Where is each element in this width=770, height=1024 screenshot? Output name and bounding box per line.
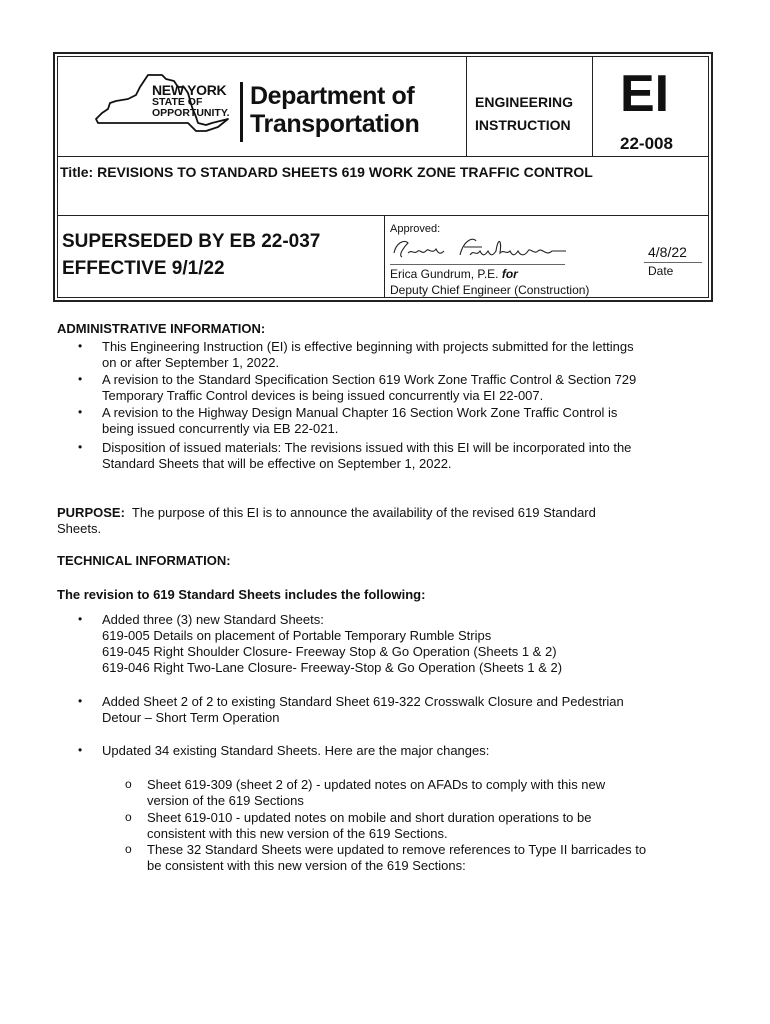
admin-item-line: on or after September 1, 2022. [102,355,280,370]
technical-sub-item [147,777,707,809]
ny-state-logo-text [152,83,230,119]
signer-title: Deputy Chief Engineer (Construction) [390,283,590,297]
admin-item [102,372,682,404]
bullet-icon: • [78,743,83,757]
document-title: Title: REVISIONS TO STANDARD SHEETS 619 WORK ZONE TRAFFIC CONTROL [60,164,593,180]
technical-item-line: Detour – Short Term Operation [102,710,280,725]
purpose-paragraph [57,505,697,537]
sub-bullet-icon: o [125,842,132,856]
technical-sub-item-line: These 32 Standard Sheets were updated to remove references to Type II barricades to [147,842,647,857]
signature-line [390,264,565,265]
header-divider [592,57,593,157]
admin-heading: ADMINISTRATIVE INFORMATION: [57,321,266,336]
document-code: EI [620,65,670,123]
technical-sub-item-line: Sheet 619-309 (sheet 2 of 2) - updated notes on AFADs to comply with this new [147,777,606,792]
admin-item-line: being issued concurrently via EB 22-021. [102,421,339,436]
header-divider [384,215,385,298]
signer-block [390,266,589,298]
purpose-text-line-1: The purpose of this EI is to announce the availability of the revised 619 Standard [131,505,596,520]
technical-item-line: Added Sheet 2 of 2 to existing Standard Sheet 619-322 Crosswalk Closure and Pedestrian [102,694,624,709]
document-number: 22-008 [620,134,673,153]
document-type [475,91,573,137]
technical-sub-item [147,842,707,874]
bullet-icon: • [78,339,83,353]
department-name-line-1: Department of [250,82,415,110]
admin-item-line: A revision to the Standard Specification Section 619 Work Zone Traffic Control & Section 729 [102,372,637,387]
document-type-line-2: INSTRUCTION [475,117,571,133]
admin-item-line: This Engineering Instruction (EI) is effective beginning with projects submitted for the lettings [102,339,634,354]
document-type-line-1: ENGINEERING [475,94,574,110]
admin-item-line: Standard Sheets that will be effective on September 1, 2022. [102,456,452,471]
bullet-icon: • [78,694,83,708]
technical-sub-item-line: consistent with this new version of the 619 Sections. [147,826,448,841]
admin-item-line: Disposition of issued materials: The revisions issued with this EI will be incorporated into the [102,440,632,455]
admin-item-line: A revision to the Highway Design Manual Chapter 16 Section Work Zone Traffic Control is [102,405,618,420]
handwritten-signature-icon [390,233,570,263]
superseded-line-2: EFFECTIVE 9/1/22 [62,258,225,279]
signer-for: for [501,267,518,281]
date-label: Date [648,264,674,278]
admin-item [102,405,682,437]
technical-item [102,612,682,676]
technical-item [102,743,682,759]
logo-tagline-1: STATE OF [152,96,203,109]
technical-heading: TECHNICAL INFORMATION: [57,553,231,568]
header-divider [466,57,467,157]
technical-sub-item-line: be consistent with this new version of the 619 Sections: [147,858,466,873]
technical-item [102,694,682,726]
sub-bullet-icon: o [125,777,132,791]
bullet-icon: • [78,612,83,626]
signer-name: Erica Gundrum, P.E. [390,267,499,281]
logo-divider-bar [240,82,243,142]
superseded-notice [62,228,320,282]
technical-item-line: 619-005 Details on placement of Portable Temporary Rumble Strips [102,628,492,643]
superseded-line-1: SUPERSEDED BY EB 22-037 [62,231,321,252]
technical-item-line: Updated 34 existing Standard Sheets. Here are the major changes: [102,743,490,758]
admin-item [102,339,682,371]
purpose-label: PURPOSE: [57,505,125,520]
bullet-icon: • [78,372,83,386]
technical-sub-item-line: Sheet 619-010 - updated notes on mobile and short duration operations to be [147,810,592,825]
approval-date: 4/8/22 [648,244,687,260]
purpose-text-line-2: Sheets. [57,521,102,536]
department-name [250,82,419,138]
header-divider [57,156,709,157]
logo-state-name: NEW YORK [152,82,227,98]
admin-item [102,440,682,472]
sub-bullet-icon: o [125,810,132,824]
header-divider [57,215,709,216]
technical-sub-item-line: version of the 619 Sections [147,793,304,808]
technical-item-line: Added three (3) new Standard Sheets: [102,612,324,627]
technical-subheading: The revision to 619 Standard Sheets includes the following: [57,587,426,602]
bullet-icon: • [78,405,83,419]
bullet-icon: • [78,440,83,454]
date-line [644,262,702,263]
logo-tagline-2: OPPORTUNITY. [152,106,230,119]
technical-sub-item [147,810,707,842]
admin-item-line: Temporary Traffic Control devices is being issued concurrently via EI 22-007. [102,388,544,403]
approved-label: Approved: [390,223,441,235]
technical-item-line: 619-046 Right Two-Lane Closure- Freeway-Stop & Go Operation (Sheets 1 & 2) [102,660,563,675]
technical-item-line: 619-045 Right Shoulder Closure- Freeway Stop & Go Operation (Sheets 1 & 2) [102,644,557,659]
department-name-line-2: Transportation [250,110,420,138]
